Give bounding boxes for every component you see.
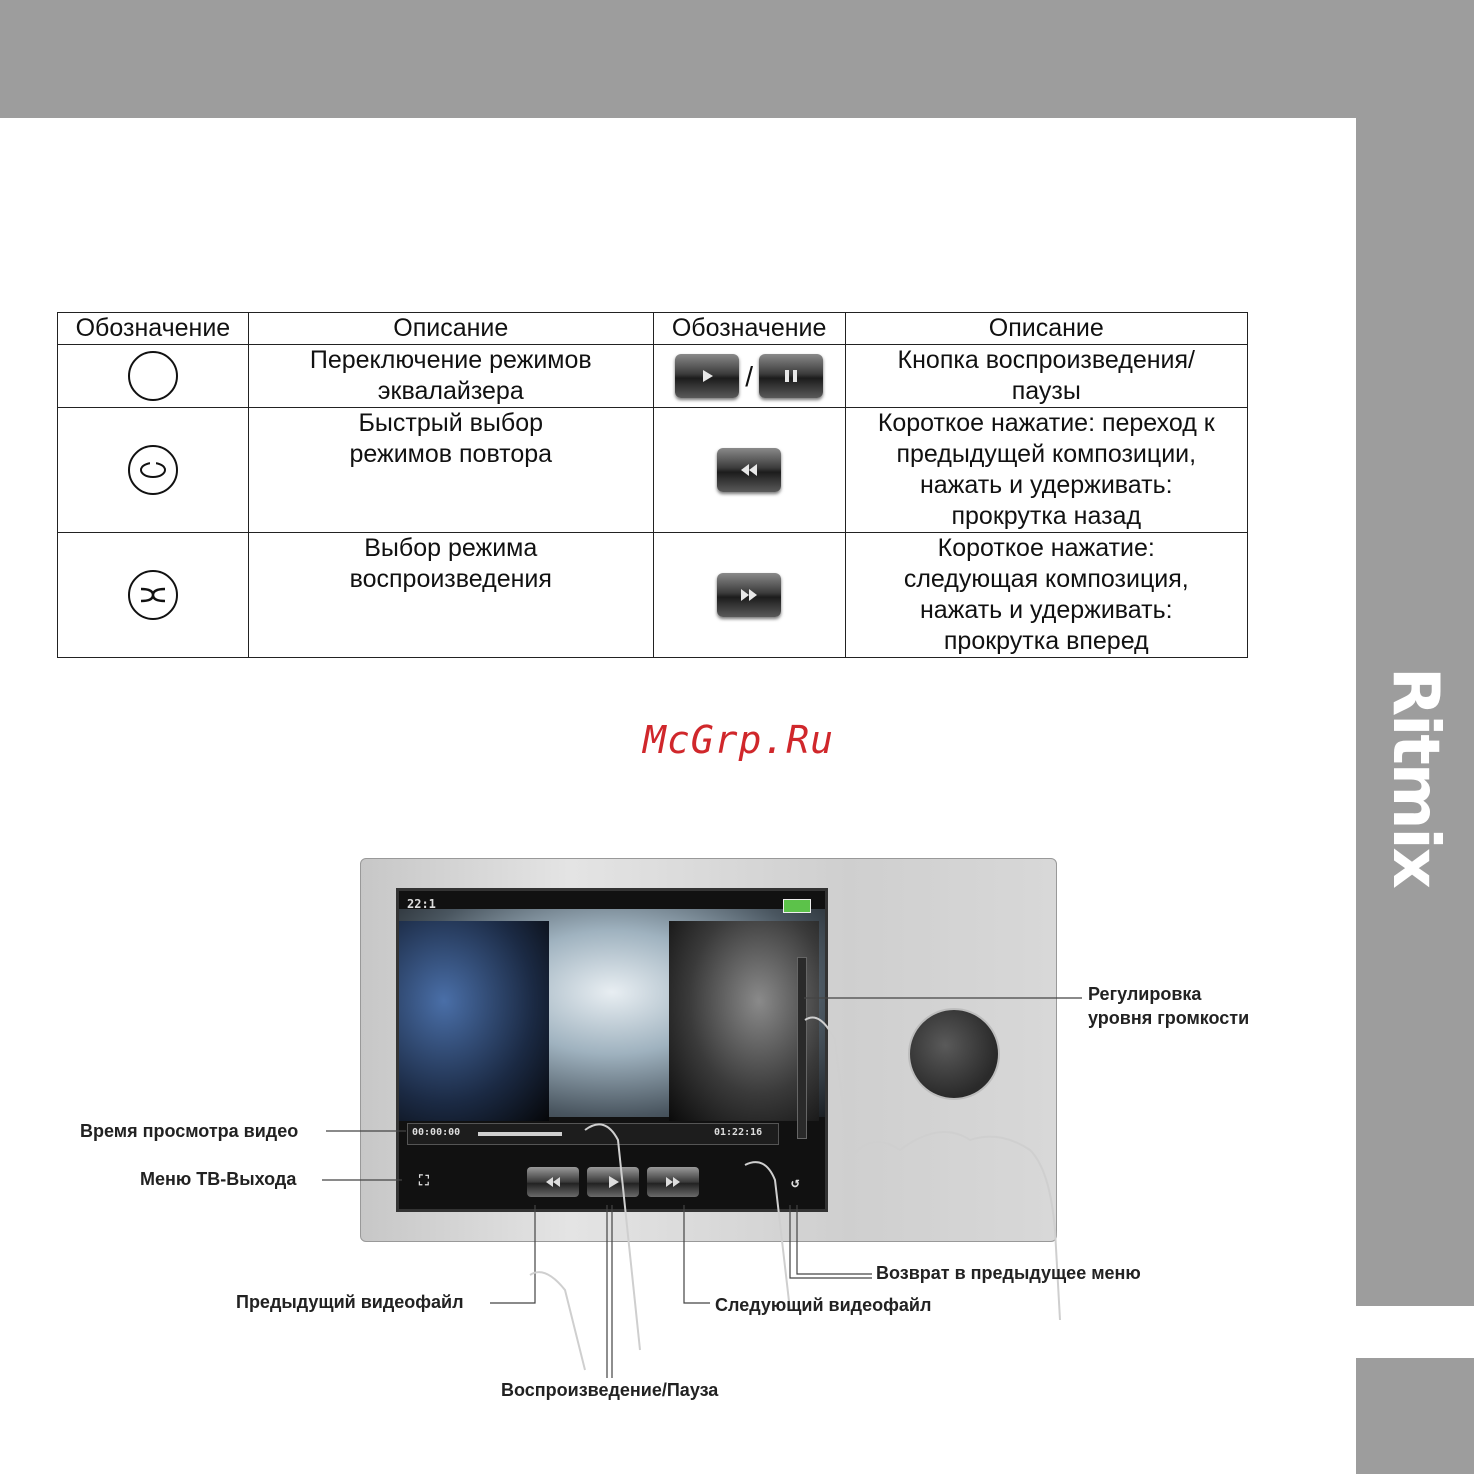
table-header: Описание (845, 313, 1247, 345)
table-header: Обозначение (58, 313, 249, 345)
watermark: McGrp.Ru (643, 718, 835, 762)
prev-file-label: Предыдущий видеофайл (236, 1292, 464, 1312)
elapsed-time: 00:00:00 (412, 1127, 461, 1138)
play-pause-label: Воспроизведение/Пауза (501, 1380, 719, 1400)
clock: 22:1 (407, 897, 436, 911)
volume-label-line1: Регулировка (1088, 984, 1202, 1004)
total-time: 01:22:16 (714, 1127, 763, 1138)
back-icon[interactable]: ↺ (791, 1175, 800, 1191)
description-cell: Быстрый выбор режимов повтора (248, 408, 653, 533)
description-cell: Кнопка воспроизведения/паузы (845, 345, 1247, 408)
table-header: Описание (248, 313, 653, 345)
table-header: Обозначение (653, 313, 845, 345)
description-cell: Переключение режимов эквалайзера (248, 345, 653, 408)
next-file-label: Следующий видеофайл (715, 1295, 932, 1315)
description-cell: Короткое нажатие: переход к предыдущей композиции, нажать и удерживать: прокрутка назад (845, 408, 1247, 533)
tv-out-label: Меню ТВ-Выхода (140, 1169, 297, 1189)
view-time-label: Время просмотра видео (80, 1121, 299, 1141)
volume-label-line2: уровня громкости (1088, 1008, 1250, 1028)
description-cell: Короткое нажатие: следующая композиция, нажать и удерживать: прокрутка вперед (845, 533, 1247, 658)
tv-out-icon[interactable]: ⛶ (419, 1173, 429, 1189)
description-cell: Выбор режима воспроизведения (248, 533, 653, 658)
separator: / (745, 360, 754, 392)
brand-logo: Ritmix (1378, 667, 1452, 887)
back-menu-label: Возврат в предыдущее меню (876, 1263, 1141, 1283)
